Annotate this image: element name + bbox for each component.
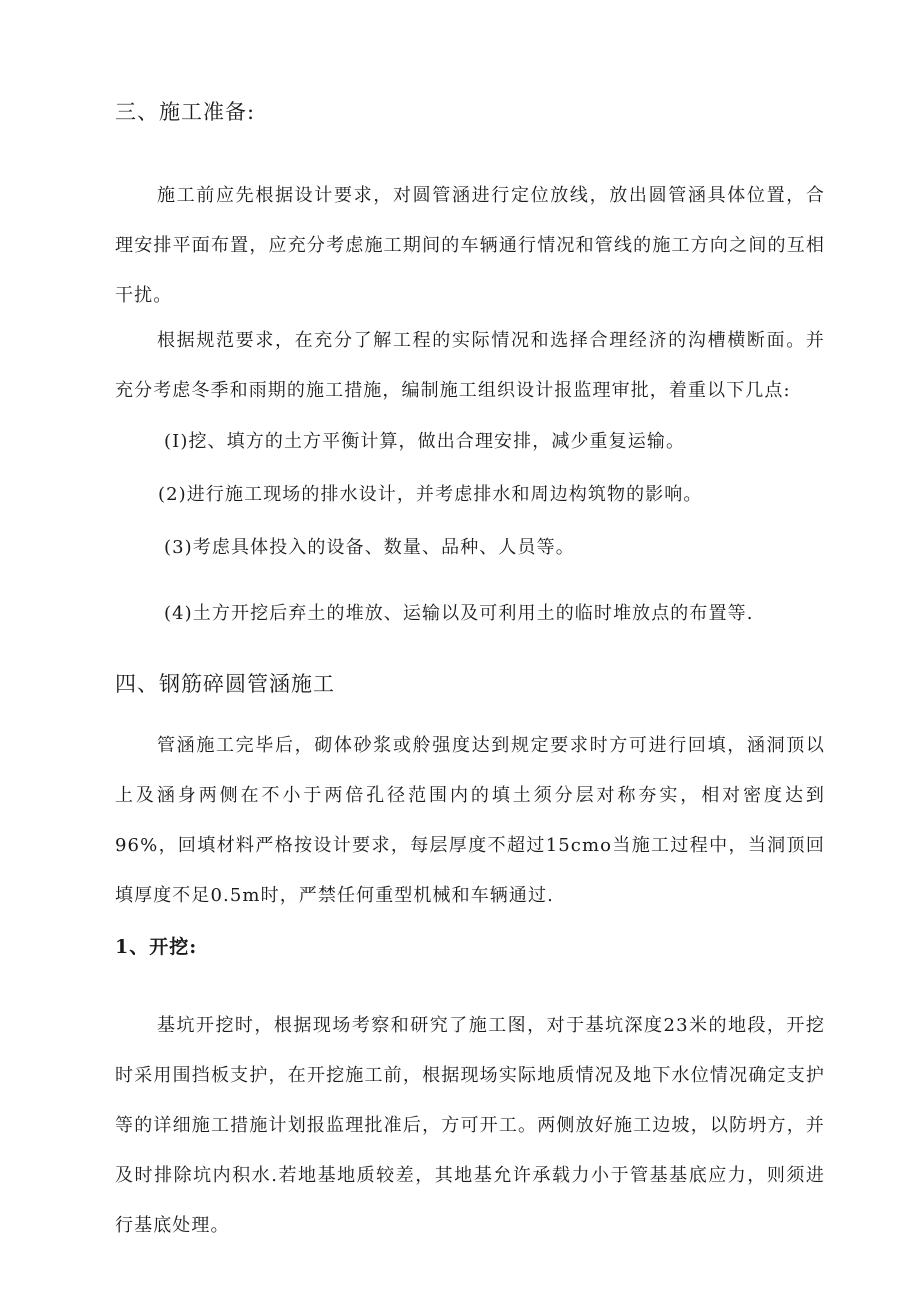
section-3-paragraph-1: 施工前应先根据设计要求，对圆管涵进行定位放线，放出圆管涵具体位置，合理安排平面布置，应充分考虑施工期间的车辆通行情况和管线的施工方向之间的互相干扰。 (115, 185, 825, 306)
subsection-1-heading: 1、开挖: (115, 936, 198, 958)
section-3-heading: 三、施工准备: (115, 100, 256, 124)
list-item-4: (4)土方开挖后弃土的堆放、运输以及可利用土的临时堆放点的布置等. (164, 603, 754, 624)
section-4-heading: 四、钢筋碎圆管涵施工 (115, 672, 335, 696)
list-item-2: (2)进行施工现场的排水设计，并考虑排水和周边构筑物的影响。 (158, 484, 703, 505)
section-3-paragraph-2: 根据规范要求，在充分了解工程的实际情况和选择合理经济的沟槽横断面。并充分考虑冬季和雨期的施工措施，编制施工组织设计报监理审批，着重以下几点: (115, 330, 825, 401)
list-item-1: (I)挖、填方的土方平衡计算，做出合理安排，减少重复运输。 (164, 431, 686, 452)
subsection-1-paragraph-1: 基坑开挖时，根据现场考察和研究了施工图，对于基坑深度23米的地段，开挖时采用围挡板支护，在开挖施工前，根据现场实际地质情况及地下水位情况确定支护等的详细施工措施计划报监理批准后，方可开工。两侧放好施工边坡，以防坍方，并及时排除坑内积水.若地基地质较差，其地基允许承载力小于管基基底应力，则须进行基底处理。 (115, 1015, 825, 1236)
section-4-paragraph-1: 管涵施工完毕后，砌体砂浆或舲强度达到规定要求时方可进行回填，涵洞顶以上及涵身两侧在不小于两倍孔径范围内的填土须分层对称夯实，相对密度达到96%，回填材料严格按设计要求，每层厚度不超过15cmo当施工过程中，当洞顶回填厚度不足0.5m时，严禁任何重型机械和车辆通过. (115, 735, 825, 906)
list-item-3: (3)考虑具体投入的设备、数量、品种、人员等。 (164, 537, 575, 558)
